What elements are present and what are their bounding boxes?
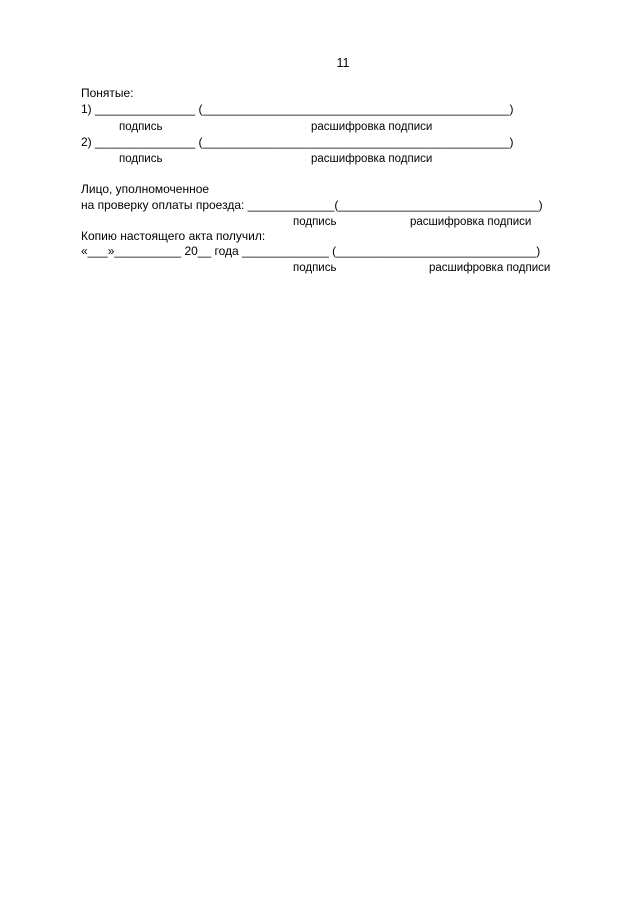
authorized-person-decode-label: расшифровка подписи — [410, 216, 532, 228]
witness-2-signature-line: 2) _______________ (______________________________________________) — [81, 135, 514, 149]
copy-received-decode-label: расшифровка подписи — [429, 262, 551, 274]
witness-1-signature-label: подпись — [119, 121, 163, 133]
witness-2-decode-label: расшифровка подписи — [311, 153, 433, 165]
authorized-person-title: Лицо, уполномоченное — [81, 182, 210, 196]
witness-1-signature-line: 1) _______________ (______________________________________________) — [81, 102, 514, 116]
witnesses-heading: Понятые: — [81, 86, 134, 100]
authorized-person-signature-line: на проверку оплаты проезда: _____________(______________________________) — [81, 198, 543, 212]
witness-2-signature-label: подпись — [119, 153, 163, 165]
authorized-person-signature-label: подпись — [293, 216, 337, 228]
copy-received-date-signature-line: «___»__________ 20__ года _____________ (______________________________) — [81, 244, 541, 258]
page-number: 11 — [336, 56, 350, 70]
witness-1-decode-label: расшифровка подписи — [311, 121, 433, 133]
copy-received-title: Копию настоящего акта получил: — [81, 229, 266, 243]
copy-received-signature-label: подпись — [293, 262, 337, 274]
